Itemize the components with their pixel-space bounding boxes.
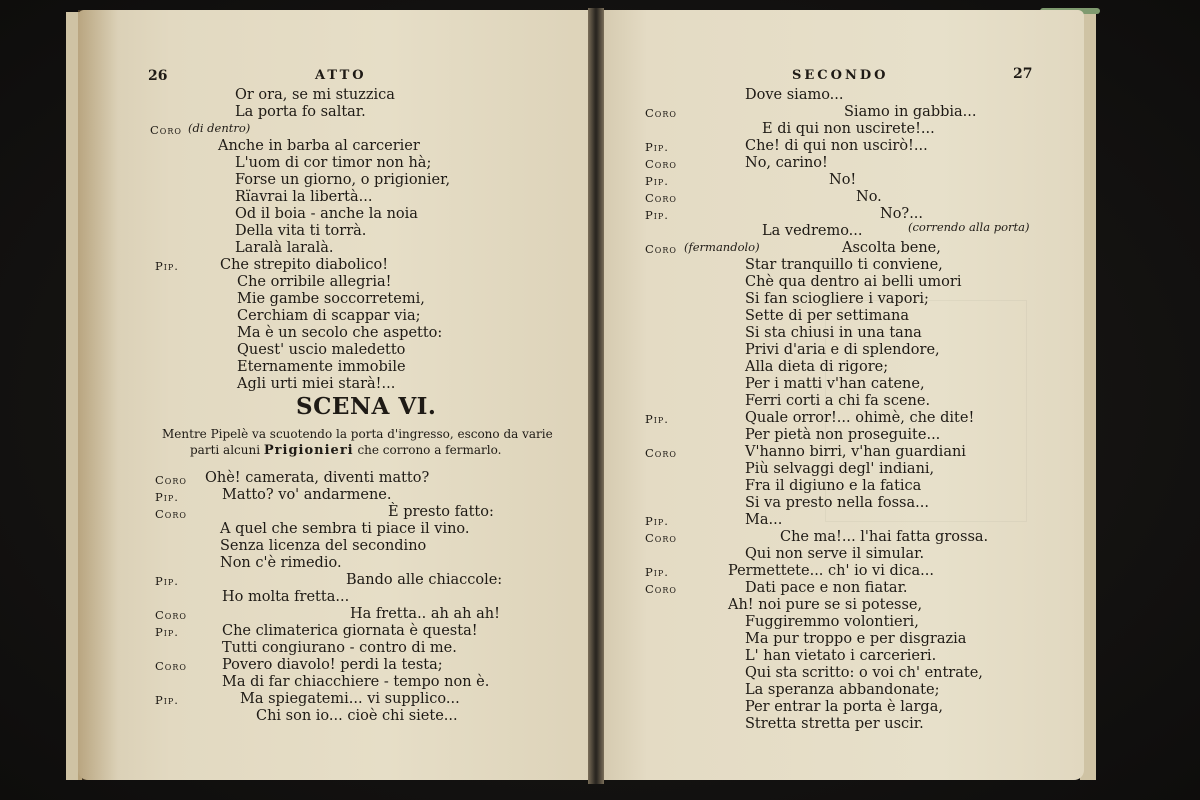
speaker-label: Pip. xyxy=(155,625,179,639)
verse-line: Qui sta scritto: o voi ch' entrate, xyxy=(745,665,983,681)
speaker-label: Coro xyxy=(645,446,677,460)
verse-line: Ohè! camerata, diventi matto? xyxy=(205,470,430,486)
stage-direction-text: che corrono a fermarlo. xyxy=(357,443,502,457)
verse-line: Quest' uscio maledetto xyxy=(237,342,406,358)
verse-line: E di qui non uscirete!... xyxy=(762,121,935,137)
verse-line: Cerchiam di scappar via; xyxy=(237,308,421,324)
verse-line: No! xyxy=(829,172,857,188)
verse-line: La vedremo... xyxy=(762,223,863,239)
speaker-label: Coro xyxy=(645,191,677,205)
verse-line: Agli urti miei starà!... xyxy=(237,376,396,392)
verse-line: Siamo in gabbia... xyxy=(844,104,977,120)
verse-line: Privi d'aria e di splendore, xyxy=(745,342,940,358)
verse-line: Più selvaggi degl' indiani, xyxy=(745,461,935,477)
verse-line: Senza licenza del secondino xyxy=(220,538,427,554)
speaker-label: Coro xyxy=(645,157,677,171)
verse-line: Eternamente immobile xyxy=(237,359,406,375)
verse-line: A quel che sembra ti piace il vino. xyxy=(220,521,470,537)
verse-line: Si fan sciogliere i vapori; xyxy=(745,291,929,307)
speaker-label: Pip. xyxy=(155,693,179,707)
right-page-number: 27 xyxy=(1013,66,1033,82)
verse-line: L' han vietato i carcerieri. xyxy=(745,648,937,664)
speaker-label: Coro xyxy=(645,531,677,545)
verse-line: No, carino! xyxy=(745,155,828,171)
stage-direction: (fermandolo) xyxy=(684,240,760,254)
verse-line: Bando alle chiaccole: xyxy=(346,572,503,588)
speaker-label: Coro xyxy=(645,242,677,256)
verse-line: Laralà laralà. xyxy=(235,240,334,256)
verse-line: L'uom di cor timor non hà; xyxy=(235,155,432,171)
speaker-label: Coro xyxy=(155,507,187,521)
stage-direction: (correndo alla porta) xyxy=(908,220,1030,234)
verse-line: È presto fatto: xyxy=(388,504,494,520)
verse-line: Ma pur troppo e per disgrazia xyxy=(745,631,967,647)
speaker-label: Pip. xyxy=(645,514,669,528)
right-running-head: SECONDO xyxy=(792,68,889,83)
verse-line: Ah! noi pure se si potesse, xyxy=(728,597,923,613)
verse-line: Qui non serve il simular. xyxy=(745,546,925,562)
verse-line: V'hanno birri, v'han guardiani xyxy=(745,444,966,460)
verse-line: Chi son io... cioè chi siete... xyxy=(256,708,458,724)
verse-line: Alla dieta di rigore; xyxy=(745,359,889,375)
verse-line: Anche in barba al carcerier xyxy=(218,138,420,154)
speaker-label: Pip. xyxy=(645,565,669,579)
verse-line: Ha fretta.. ah ah ah! xyxy=(350,606,500,622)
verse-line: Che! di qui non uscirò!... xyxy=(745,138,928,154)
verse-line: No?... xyxy=(880,206,924,222)
speaker-label: Pip. xyxy=(155,490,179,504)
stage-direction-text: parti alcuni xyxy=(190,443,261,457)
verse-line: Mie gambe soccorretemi, xyxy=(237,291,425,307)
left-page-number: 26 xyxy=(148,68,168,84)
verse-line: Fuggiremmo volontieri, xyxy=(745,614,919,630)
speaker-label: Coro xyxy=(645,106,677,120)
book-gutter xyxy=(588,8,604,784)
verse-line: Quale orror!... ohimè, che dite! xyxy=(745,410,975,426)
verse-line: La speranza abbandonate; xyxy=(745,682,940,698)
verse-line: Ma è un secolo che aspetto: xyxy=(237,325,443,341)
verse-line: Non c'è rimedio. xyxy=(220,555,342,571)
stage-direction-line-2 xyxy=(190,443,501,458)
verse-line: Che ma!... l'hai fatta grossa. xyxy=(780,529,989,545)
verse-line: Matto? vo' andarmene. xyxy=(222,487,392,503)
verse-line: Permettete... ch' io vi dica... xyxy=(728,563,935,579)
verse-line: Si va presto nella fossa... xyxy=(745,495,929,511)
speaker-label: Coro xyxy=(155,473,187,487)
left-running-head: ATTO xyxy=(315,68,367,83)
verse-line: Chè qua dentro ai belli umori xyxy=(745,274,962,290)
verse-line: Tutti congiurano - contro di me. xyxy=(222,640,457,656)
verse-line: Si sta chiusi in una tana xyxy=(745,325,922,341)
verse-line: Per i matti v'han catene, xyxy=(745,376,925,392)
verse-line: Ho molta fretta... xyxy=(222,589,350,605)
verse-line: Ascolta bene, xyxy=(842,240,941,256)
verse-line: Sette di per settimana xyxy=(745,308,909,324)
verse-line: Per pietà non proseguite... xyxy=(745,427,941,443)
speaker-label: Pip. xyxy=(645,208,669,222)
verse-line: Fra il digiuno e la fatica xyxy=(745,478,922,494)
speaker-label: Coro xyxy=(150,123,182,137)
speaker-label: Pip. xyxy=(155,574,179,588)
verse-line: Star tranquillo ti conviene, xyxy=(745,257,943,273)
verse-line: Dove siamo... xyxy=(745,87,844,103)
verse-line: Ma spiegatemi... vi supplico... xyxy=(240,691,460,707)
speaker-label: Pip. xyxy=(645,140,669,154)
stage-direction-bold: Prigionieri xyxy=(263,443,354,458)
stage-direction-line-1: Mentre Pipelè va scuotendo la porta d'ingresso, escono da varie xyxy=(162,427,553,441)
verse-line: Ma di far chiacchiere - tempo non è. xyxy=(222,674,490,690)
verse-line: Della vita ti torrà. xyxy=(235,223,367,239)
verse-line: Or ora, se mi stuzzica xyxy=(235,87,395,103)
stage-direction: (di dentro) xyxy=(188,121,251,135)
verse-line: Per entrar la porta è larga, xyxy=(745,699,943,715)
verse-line: Che orribile allegria! xyxy=(237,274,392,290)
speaker-label: Coro xyxy=(155,608,187,622)
verse-line: No. xyxy=(856,189,882,205)
verse-line: Ma... xyxy=(745,512,783,528)
verse-line: Stretta stretta per uscir. xyxy=(745,716,924,732)
verse-line: Rïavrai la libertà... xyxy=(235,189,373,205)
speaker-label: Coro xyxy=(645,582,677,596)
speaker-label: Pip. xyxy=(645,412,669,426)
scene-title: SCENA VI. xyxy=(296,393,437,420)
speaker-label: Pip. xyxy=(155,259,179,273)
verse-line: La porta fo saltar. xyxy=(235,104,366,120)
verse-line: Ferri corti a chi fa scene. xyxy=(745,393,931,409)
speaker-label: Coro xyxy=(155,659,187,673)
verse-line: Povero diavolo! perdi la testa; xyxy=(222,657,443,673)
left-page-stain xyxy=(78,10,118,780)
verse-line: Che climaterica giornata è questa! xyxy=(222,623,478,639)
verse-line: Che strepito diabolico! xyxy=(220,257,389,273)
verse-line: Forse un giorno, o prigionier, xyxy=(235,172,451,188)
speaker-label: Pip. xyxy=(645,174,669,188)
verse-line: Dati pace e non fiatar. xyxy=(745,580,908,596)
watermark-stamp xyxy=(825,300,1027,522)
verse-line: Od il boia - anche la noia xyxy=(235,206,418,222)
